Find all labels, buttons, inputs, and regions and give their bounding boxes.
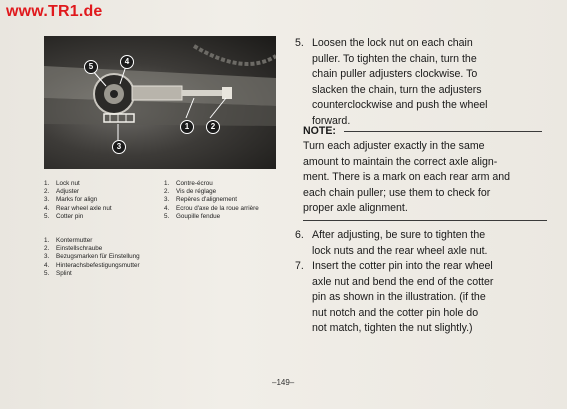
legend-item: 3. Marks for align xyxy=(44,196,98,204)
step-line: chain puller adjusters clockwise. To xyxy=(312,68,478,81)
step-line: After adjusting, be sure to tighten the xyxy=(312,229,486,241)
legend-item: 2. Adjuster xyxy=(44,188,80,196)
step-line: slacken the chain, turn the adjusters xyxy=(312,83,482,96)
step-number: 6. xyxy=(295,229,304,241)
callout-5: 5 xyxy=(84,60,98,74)
legend-item: 5. Cotter pin xyxy=(44,212,84,220)
callout-1: 1 xyxy=(180,120,194,134)
step-5 xyxy=(295,36,548,130)
step-line: forward. xyxy=(312,114,351,127)
step-line: Loosen the lock nut on each chain xyxy=(312,37,473,49)
legend-item: 5. Goupille fendue xyxy=(164,212,221,220)
step-line: Insert the cotter pin into the rear wheel xyxy=(312,260,493,272)
note-line: amount to maintain the correct axle align- xyxy=(303,155,498,168)
legend-item: 2. Einstellschraube xyxy=(44,245,103,253)
step-7 xyxy=(295,259,548,337)
note-bottom-rule xyxy=(303,220,547,221)
note-top-rule xyxy=(344,131,542,132)
legend-item: 3. Repères d'alignement xyxy=(164,196,238,204)
note-body xyxy=(303,139,547,217)
step-number: 5. xyxy=(295,37,304,49)
site-logo[interactable]: www.TR1.de xyxy=(6,3,103,20)
legend-item: 2. Vis de réglage xyxy=(164,188,217,196)
page-number: –149– xyxy=(272,378,295,387)
callout-4: 4 xyxy=(120,55,134,69)
legend-item: 1. Lock nut xyxy=(44,180,80,187)
note-title: NOTE: xyxy=(303,125,336,137)
legend-item: 1. Kontermutter xyxy=(44,237,93,244)
legend-english xyxy=(44,180,112,221)
swingarm-illustration xyxy=(44,36,276,169)
step-line: nut notch and the cotter pin hole do xyxy=(312,306,479,319)
note-line: proper axle alignment. xyxy=(303,202,408,215)
callout-2: 2 xyxy=(206,120,220,134)
step-line: not match, tighten the nut slightly.) xyxy=(312,322,473,335)
step-line: pin as shown in the illustration. (if the xyxy=(312,291,486,304)
legend-item: 3. Bezugsmarken für Einstellung xyxy=(44,253,140,261)
note-line: ment. There is a mark on each rear arm and xyxy=(303,171,511,184)
note-line: Turn each adjuster exactly in the same xyxy=(303,140,485,152)
legend-item: 5. Splint xyxy=(44,269,72,277)
legend-german xyxy=(44,237,140,278)
legend-item: 4. Hinterachsbefestigungsmutter xyxy=(44,261,140,269)
step-number: 7. xyxy=(295,260,304,272)
step-6 xyxy=(295,228,548,259)
legend-item: 4. Rear wheel axle nut xyxy=(44,204,112,212)
legend-french xyxy=(164,180,259,221)
legend-item: 4. Ecrou d'axe de la roue arrière xyxy=(164,204,259,212)
legend-item: 1. Contre-écrou xyxy=(164,180,213,187)
callout-3: 3 xyxy=(112,140,126,154)
step-line: puller. To tighten the chain, turn the xyxy=(312,52,477,65)
chain-adjuster-photo xyxy=(44,36,276,169)
step-line: lock nuts and the rear wheel axle nut. xyxy=(312,244,488,257)
step-line: axle nut and bend the end of the cotter xyxy=(312,275,494,288)
step-line: counterclockwise and push the wheel xyxy=(312,99,488,112)
note-line: each chain puller; use them to check for xyxy=(303,186,491,199)
